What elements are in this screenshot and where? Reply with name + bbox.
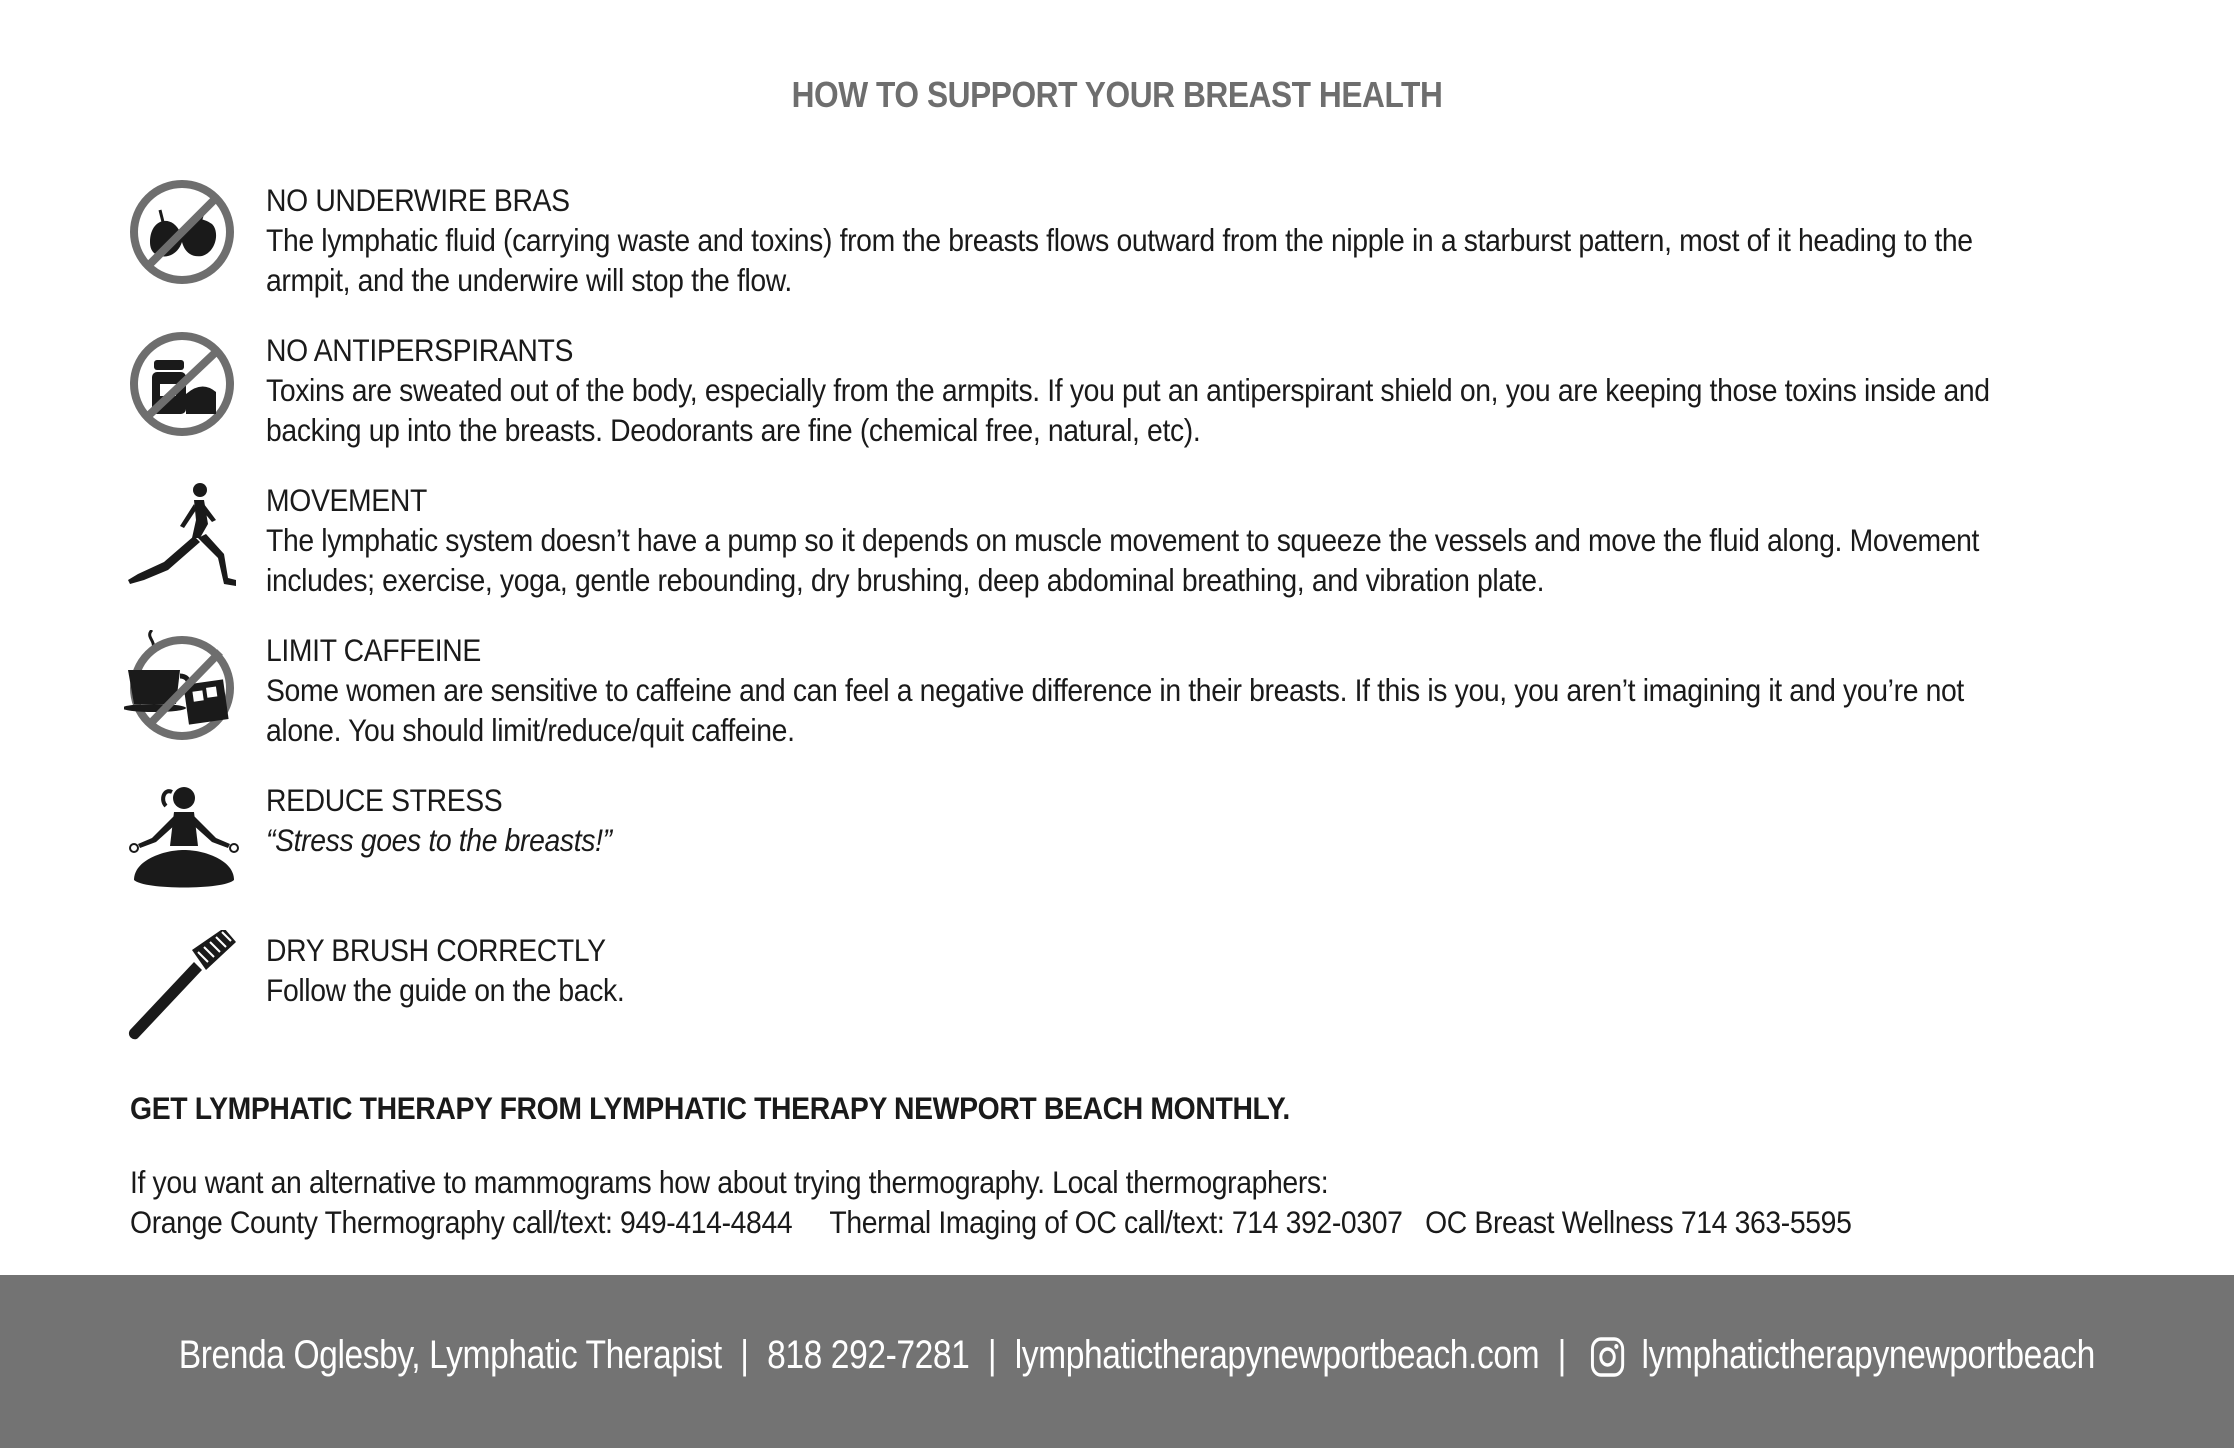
- footer-instagram[interactable]: lymphatictherapynewportbeach: [1641, 1333, 2095, 1377]
- call-to-action: GET LYMPHATIC THERAPY FROM LYMPHATIC THERAPY NEWPORT BEACH MONTHLY.: [130, 1090, 1290, 1126]
- footer-separator: |: [1557, 1333, 1566, 1377]
- tip-no-underwire: [124, 180, 2124, 320]
- footer-website[interactable]: lymphatictherapynewportbeach.com: [1014, 1333, 1540, 1377]
- tip-heading: REDUCE STRESS: [266, 782, 503, 818]
- tip-body: The lymphatic fluid (carrying waste and toxins) from the breasts flows outward from the nipple in a starburst pattern, most of it heading to the armpit, and the underwire will stop the flow.: [266, 222, 1973, 298]
- thermographer-3: OC Breast Wellness 714 363-5595: [1425, 1204, 1852, 1240]
- footer-bar: [0, 1275, 2234, 1448]
- tip-reduce-stress: [124, 780, 2124, 920]
- tip-heading: NO ANTIPERSPIRANTS: [266, 332, 574, 368]
- no-caffeine-icon: [124, 630, 244, 750]
- tip-limit-caffeine: [124, 630, 2124, 770]
- tip-heading: NO UNDERWIRE BRAS: [266, 182, 570, 218]
- tip-heading: DRY BRUSH CORRECTLY: [266, 932, 606, 968]
- dry-brush-icon: [124, 930, 244, 1050]
- tip-body: Follow the guide on the back.: [266, 972, 625, 1008]
- page-title: HOW TO SUPPORT YOUR BREAST HEALTH: [791, 74, 1443, 115]
- instagram-icon: [1589, 1335, 1626, 1379]
- footer-phone[interactable]: 818 292-7281: [767, 1333, 970, 1377]
- thermography-intro: If you want an alternative to mammograms how about trying thermography. Local thermographers:: [130, 1164, 1329, 1200]
- footer-separator: |: [740, 1333, 749, 1377]
- tip-body: Some women are sensitive to caffeine and can feel a negative difference in their breasts. If this is you, you aren’t imagining it and you’re not alone. You should limit/reduce/quit caffeine.: [266, 672, 1964, 748]
- meditation-icon: [124, 780, 244, 900]
- thermographer-1: Orange County Thermography call/text: 949-414-4844: [130, 1204, 793, 1240]
- thermographer-2: Thermal Imaging of OC call/text: 714 392-0307: [829, 1204, 1403, 1240]
- tip-heading: LIMIT CAFFEINE: [266, 632, 481, 668]
- tip-body: Toxins are sweated out of the body, especially from the armpits. If you put an antiperspirant shield on, you are keeping those toxins inside and backing up into the breasts. Deodorants are fine (chemical free, natural, etc).: [266, 372, 1990, 448]
- footer-separator: |: [987, 1333, 997, 1377]
- tip-dry-brush: [124, 930, 2124, 1070]
- lunge-exercise-icon: [124, 480, 244, 600]
- tip-body: The lymphatic system doesn’t have a pump so it depends on muscle movement to squeeze the vessels and move the fluid along. Movement includes; exercise, yoga, gentle rebounding, dry brushing, deep abdominal breathing, and vibration plate.: [266, 522, 1980, 598]
- no-bra-icon: [124, 180, 244, 300]
- thermography-section: [130, 1162, 1852, 1242]
- footer-name: Brenda Oglesby, Lymphatic Therapist: [178, 1333, 722, 1377]
- no-antiperspirant-icon: [124, 330, 244, 450]
- tip-movement: [124, 480, 2124, 620]
- tip-body: “Stress goes to the breasts!”: [266, 822, 612, 858]
- tip-no-antiperspirants: [124, 330, 2124, 470]
- tip-heading: MOVEMENT: [266, 482, 427, 518]
